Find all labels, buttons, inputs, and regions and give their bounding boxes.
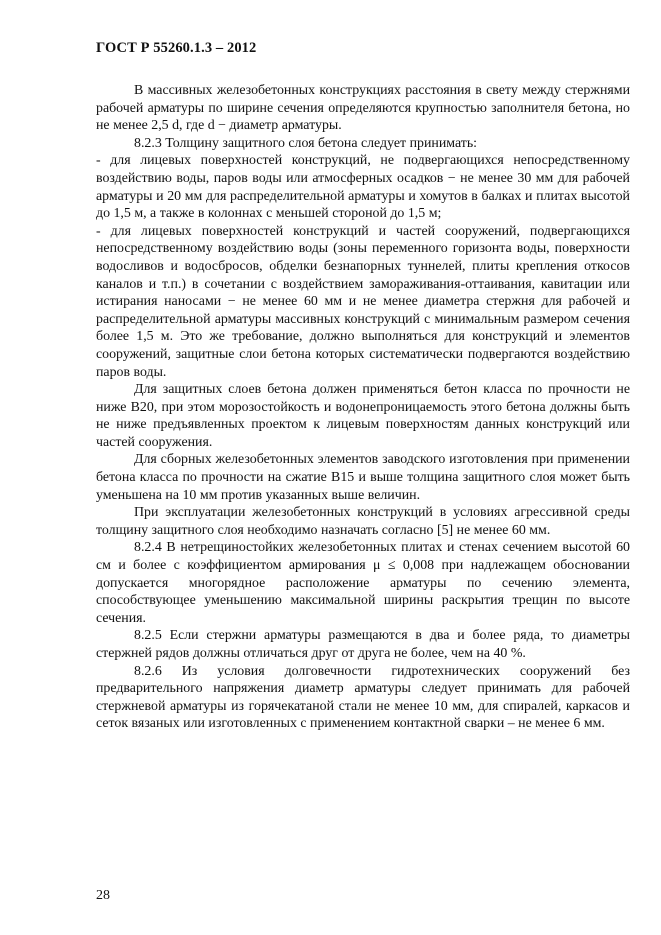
- paragraph-8-2-5: 8.2.5 Если стержни арматуры размещаются в два и более ряда, то диаметры стержней рядов должны отличаться друг от друга не более, чем на 40 %.: [96, 628, 630, 661]
- document-body: [96, 82, 630, 733]
- document-header: ГОСТ Р 55260.1.3 – 2012: [96, 40, 257, 56]
- paragraph-precast-elements: Для сборных железобетонных элементов заводского изготовления при применении бетона класса по прочности на сжатие В15 и выше толщина защитного слоя может быть уменьшена на 10 мм против указанных выше величин.: [96, 452, 630, 503]
- paragraph-concrete-class: Для защитных слоев бетона должен применяться бетон класса по прочности не ниже В20, при этом морозостойкость и водонепроницаемость этого бетона должны быть не ниже предъявленных проектом к лицевым поверхностям данных конструкций или частей сооружения.: [96, 382, 630, 450]
- paragraph-rebar-spacing: В массивных железобетонных конструкциях расстояния в свету между стержнями рабочей арматуры по ширине сечения определяются крупностью заполнителя бетона, но не менее 2,5 d, где d − диаметр арматуры.: [96, 83, 630, 134]
- paragraph-8-2-3: 8.2.3 Толщину защитного слоя бетона следует принимать:: [134, 135, 478, 151]
- list-item-face-surfaces: - для лицевых поверхностей конструкций, не подвергающихся непосредственному воздействию воды, паров воды или атмосферных осадков − не менее 30 мм для рабочей арматуры и 20 мм для распределительной арматуры и хомутов в балках и плитах высотой до 1,5 м, а также в колоннах с меньшей стороной до 1,5 м;: [96, 153, 630, 222]
- page-number: 28: [96, 888, 110, 903]
- paragraph-aggressive-environment: При эксплуатации железобетонных конструкций в условиях агрессивной среды толщину защитного слоя необходимо назначать согласно [5] не менее 60 мм.: [96, 505, 630, 538]
- paragraph-8-2-4: 8.2.4 В нетрещиностойких железобетонных плитах и стенах сечением высотой 60 см и более с коэффициентом армирования μ ≤ 0,008 при надлежащем обосновании допускается многорядное расположение арматуры по сечению элемента, способствующее уменьшению максимальной ширины раскрытия трещин по высоте сечения.: [96, 540, 630, 626]
- paragraph-8-2-6: 8.2.6 Из условия долговечности гидротехнических сооружений без предварительного напряжения диаметр арматуры следует принимать для рабочей стержневой арматуры из горячекатаной стали не менее 10 мм, для спиралей, каркасов и сеток вязаных или изготовленных с применением контактной сварки – не менее 6 мм.: [96, 663, 630, 732]
- list-item-water-exposed-surfaces: - для лицевых поверхностей конструкций и частей сооружений, подвергающихся непосредственному воздействию воды (зоны переменного горизонта воды, поверхности водосливов и водосбросов, обделки безнапорных туннелей, плиты крепления откосов каналов и т.п.) в сочетании с воздействием замораживания-оттаивания, кавитации или истирания наносами − не менее 60 мм и не менее диаметра стержня для рабочей и распределительной арматуры массивных конструкций с минимальным размером сечения более 1,5 м. Это же требование, должно выполняться для конструкций и элементов сооружений, защитные слои бетона которых систематически подвергаются воздействию паров воды.: [96, 223, 630, 380]
